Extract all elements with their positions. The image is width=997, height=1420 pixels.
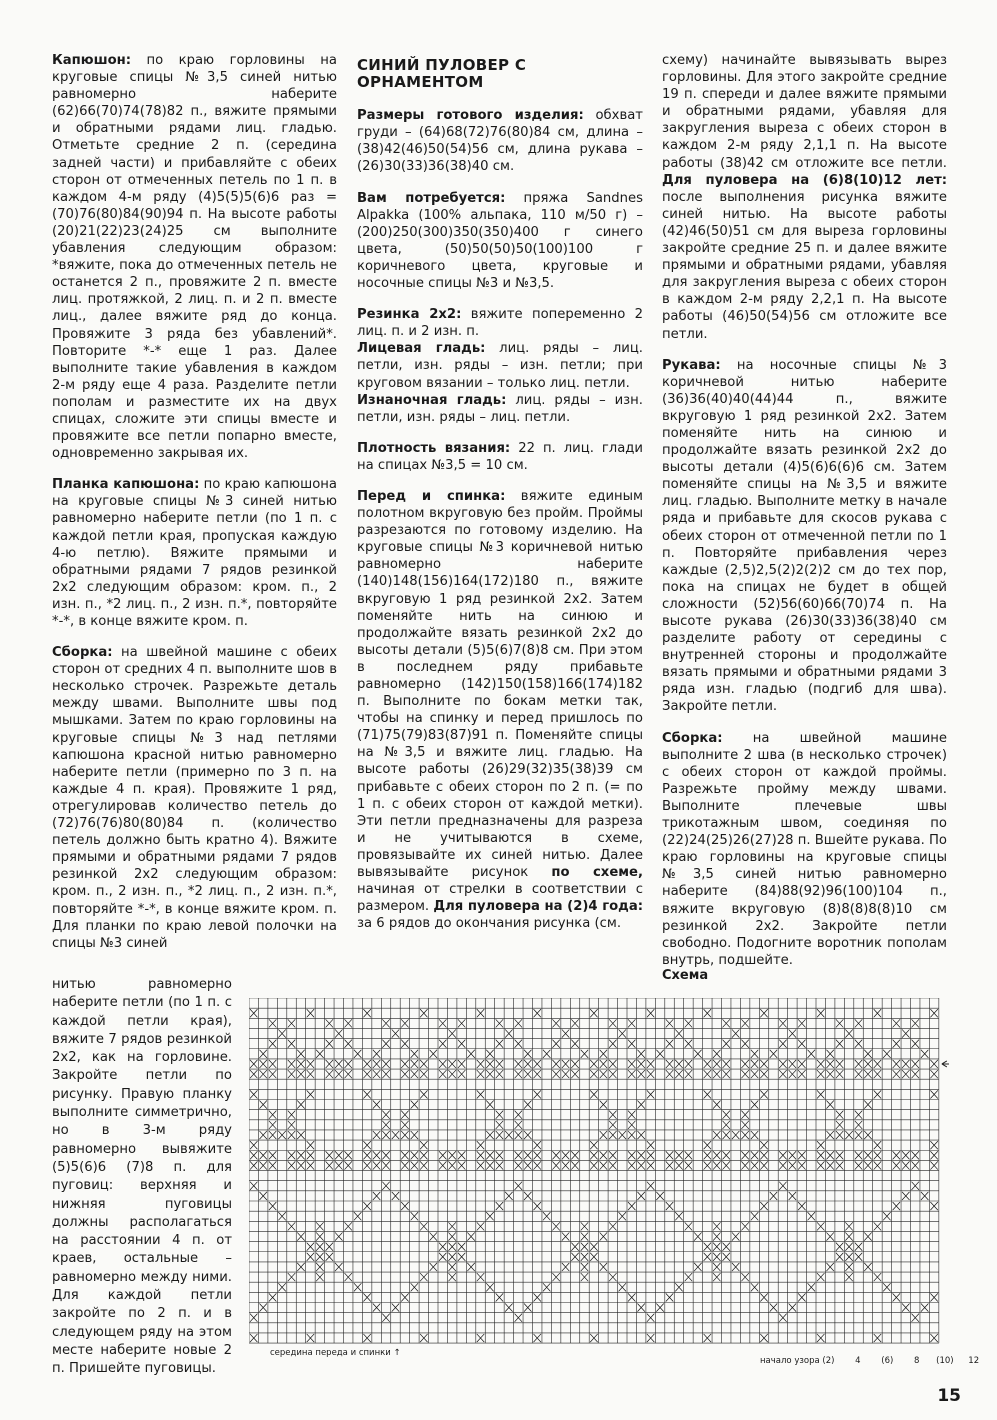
chart-size-labels: начало узора (2) 4 (6) 8 (10) 12 [760,1356,980,1366]
paragraph-assembly-1: Сборка: на швейной машине с обеих сторон от средних 4 п. выполните шов в несколько строчек. Разрежьте деталь между швами. Выполните швы под мышками. Затем по краю горловины на круговые спицы №3 над петлями капюшона красной нитью равномерно наберите петли (примерно по 3 п. на каждые 4 п. края). Провяжите 1 ряд, отрегулировав количество петель до (72)76(76)80(80)84 п. (количество петель должно быть кратно 4). Вяжите прямыми и обратными рядами 7 рядов резинкой 2х2 следующим образом: кром. п., 2 изн. п., *2 лиц. п., 2 изн. п.*, повторяйте *-*, в конце вяжите кром. п. Для планки по краю левой полочки на спицы №3 синей [52,645,337,951]
paragraph-gauge: Плотность вязания: 22 п. лиц. глади на спицах №3,5 = 10 см. [357,440,643,473]
paragraph-stitches: Резинка 2х2: вяжите попеременно 2 лиц. п. и 2 изн. п. Лицевая гладь: лиц. ряды – лиц. петли, изн. ряды – изн. петли; при круговом вязании – только лиц. петли. Изнаночная гладь: лиц. ряды – изн. петли, изн. ряды – лиц. петли. [357,307,644,425]
paragraph-wrap-text: нитью равномерно наберите петли (по 1 п. с каждой петли края), вяжите 7 рядов резинкой 2х2, как на горловине. Закройте петли по рисунку. Правую планку выполните симметрично, но в 3-м ряду равномерно вывяжите (5)5(6)6 (7)8 п. для пуговиц: верхняя и нижняя пуговицы должны располагаться на расстоянии 4 п. от краев, остальные – равномерно между ними. Для каждой петли закройте по 2 п. и в следующем ряду на этом месте наберите новые 2 п. Пришейте пуговицы. [52,977,232,1377]
paragraph-sizes: Размеры готового изделия: обхват груди – (64)68(72)76(80)84 см, длина – (38)42(46)50(54)56 см, длина рукава – (26)30(33)36(38)40 см. [357,108,643,175]
paragraph-body: Перед и спинка: вяжите единым полотном вкруговую без пройм. Проймы разрезаются по готовому изделию. На круговые спицы №3 коричневой нитью равномерно наберите (140)148(156)164(172)180 п., вяжите вкруговую 1 ряд резинкой 2х2. Затем поменяйте нить на синюю и продолжайте вязать резинкой 2х2 до высоты детали (5)5(6)7(8)8 см. При этом в последнем ряду прибавьте равномерно (142)150(158)166(174)182 п. Выполните по бокам метки так, чтобы на спинку и перед пришлось по (71)75(79)83(87)91 п. Поменяйте спицы на №3,5 и вяжите лиц. гладью. На высоте работы (26)29(32)35(38)39 см прибавьте с обеих сторон по 2 п. (= по 1 п. с обеих сторон от каждой метки). Эти петли предназначены для разреза и не учитываются в схеме, провязывайте их синей нитью. Далее вывязывайте рисунок по схеме, начиная от стрелки в соответствии с размером. Для пуловера на (2)4 года: за 6 рядов до окончания рисунка (см. [357,488,643,932]
paragraph-hood: Капюшон: по краю горловины на круговые спицы №3,5 синей нитью равномерно наберите (62)66(70)74(78)82 п., вяжите прямыми и обратными рядами лиц. гладью. Отметьте средние 2 п. (середина задней части) и прибавляйте с обеих сторон от отмеченных петель по 1 п. в каждом 4-м ряду (4)5(5)5(6)6 раз = (70)76(80)84(90)94 п. На высоте работы (20)21(22)23(24)25 см выполните убавления следующим образом: *вяжите, пока до отмеченных петель не останется 2 п., провяжите 2 п. вместе лиц. протяжкой, 2 лиц. п. и 2 п. вместе лиц., далее вяжите ряд до конца. Провяжите 3 ряда без убавлений*. Повторите *-* еще 1 раз. Далее выполните такие убавления в каждом 2-м ряду еще 4 раза. Разделите петли пополам и разместите их на двух спицах, сложите эти спицы вместе и провяжите все петли попарно вместе, одновременно закрывая их. [52,53,337,462]
chart-center-label: середина переда и спинки ↑ [270,1348,401,1358]
page-number: 15 [937,1386,961,1406]
paragraph-neckline: схему) начинайте вывязывать вырез горловины. Для этого закройте средние 19 п. спереди и далее вяжите прямыми и обратными рядами, убавляя для закругления выреза с обеих сторон в каждом 2-м ряду 2,1,1 п. На высоте работы (38)42 см отложите все петли. Для пуловера на (6)8(10)12 лет: после выполнения рисунка вяжите синей нитью. На высоте работы (42)46(50)51 см для выреза горловины закройте средние 25 п. и далее вяжите прямыми и обратными рядами, убавляя для закругления выреза с обеих сторон в каждом 2-м ряду 2,2,1 п. На высоте работы (46)50(54)56 см отложите все петли. [662,53,947,342]
paragraph-hood-band: Планка капюшона: по краю капюшона на круговые спицы №3 синей нитью равномерно наберите петли (по 1 п. с каждой петли края, пропуская каждую 4-ю петлю). Вяжите прямыми и обратными рядами 7 рядов резинкой 2х2 следующим образом: кром. п., 2 изн. п., *2 лиц. п., 2 изн. п.*, повторяйте *-*, в конце вяжите кром. п. [52,477,337,629]
column-middle [357,57,643,946]
paragraph-assembly-2: Сборка: на швейной машине выполните 2 шва (в несколько строчек) с обеих сторон от каждой проймы. Разрежьте пройму между швами. Выполните плечевые швы трикотажным швом, соединяя по (22)24(25)26(27)28 п. Вшейте рукава. По краю горловины на круговые спицы №3,5 синей нитью равномерно наберите (84)88(92)96(100)104 п., вяжите вкруговую (8)8(8)8(8)10 см резинкой 2х2. Закройте петли свободно. Подогните воротник пополам внутрь, подшейте. [662,730,947,968]
knitting-chart [249,998,949,1348]
schema-title: Схема [662,968,709,983]
paragraph-sleeves: Рукава: на носочные спицы №3 коричневой нитью наберите (36)36(40)40(44)44 п., вяжите вкруговую 1 ряд резинкой 2х2. Затем поменяйте нить на синюю и продолжайте вязать резинкой 2х2 до высоты детали (4)5(6)6(6)6 см. Затем поменяйте спицы на №3,5 и вяжите лиц. гладью. Выполните метку в начале ряда и прибавьте для скосов рукава с обеих сторон от отмеченной петли по 1 п. Повторяйте прибавления через каждые (2,5)2,5(2)2(2)2 см до тех пор, пока на спицах не будет в общей сложности (52)56(60)66(70)74 п. На высоте рукава (26)30(33)36(38)40 см разделите работу от середины с внутренней стороны и продолжайте вязать прямыми и обратными рядами 3 ряда изн. гладью (подгиб для шва). Закройте петли. [662,357,947,715]
paragraph-materials: Вам потребуется: пряжа Sandnes Alpakka (100% альпака, 110 м/50 г) – (200)250(300)350(350)400 г синего цвета, (50)50(50)50(100)100 г коричневого цвета, круговые и носочные спицы №3 и №3,5. [357,190,643,292]
column-left [52,52,337,966]
column-right [662,52,947,983]
article-title: СИНИЙ ПУЛОВЕР С ОРНАМЕНТОМ [357,56,527,92]
